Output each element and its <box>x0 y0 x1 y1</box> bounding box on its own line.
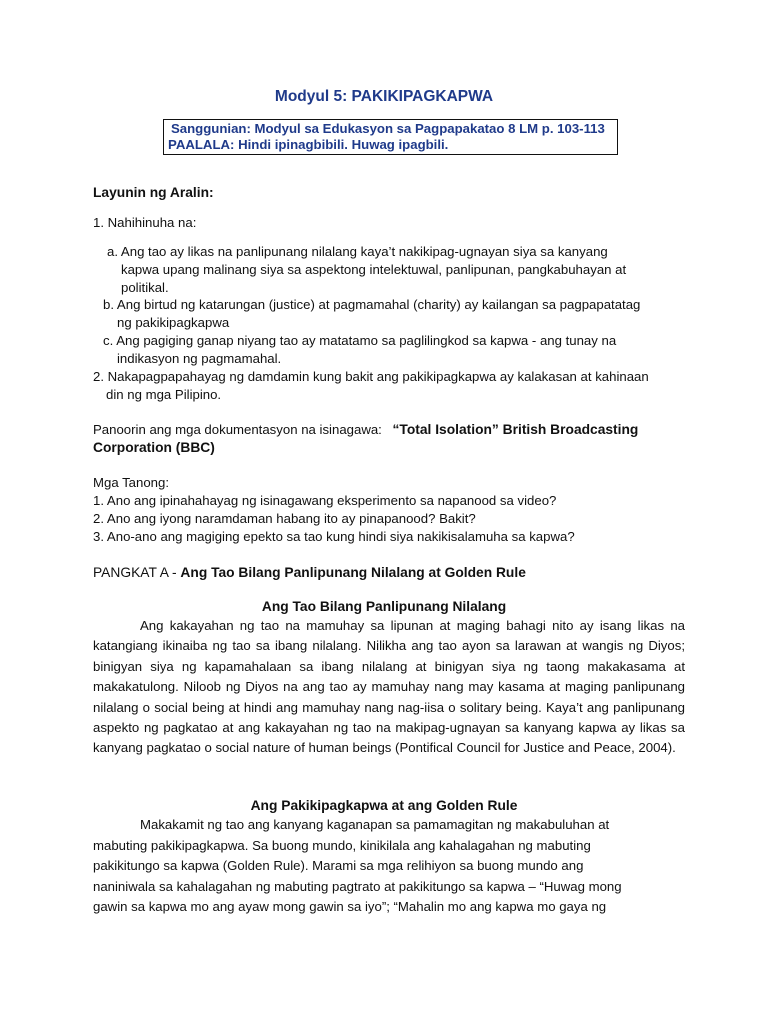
section2-line1: Makakamit ng tao ang kanyang kaganapan sa pamamagitan ng makabuluhan at <box>140 817 610 832</box>
documentary-title-cont: Corporation (BBC) <box>93 440 215 455</box>
objective-b-line1: b. Ang birtud ng katarungan (justice) at pagmamahal (charity) ay kailangan sa pagpapatatag <box>103 297 641 312</box>
group-heading <box>93 564 526 582</box>
question-3: 3. Ano-ano ang magiging epekto sa tao kung hindi siya nakikisalamuha sa kapwa? <box>93 529 575 544</box>
objectives-heading: Layunin ng Aralin: <box>93 185 214 200</box>
documentary-line1 <box>93 421 638 439</box>
objective-2-line2: din ng mga Pilipino. <box>106 387 222 402</box>
reference-box <box>163 119 618 155</box>
question-1: 1. Ano ang ipinahahayag ng isinagawang eksperimento sa napanood sa video? <box>93 493 557 508</box>
objective-a-line3: politikal. <box>121 280 169 295</box>
objective-c-line2: indikasyon ng pagmamahal. <box>117 351 282 366</box>
reference-note: PAALALA: Hindi ipinagbibili. Huwag ipagbili. <box>168 137 449 152</box>
group-label: PANGKAT A <box>93 565 169 580</box>
documentary-intro: Panoorin ang mga dokumentasyon na isinagawa: <box>93 422 382 437</box>
documentary-title: “Total Isolation” British Broadcasting <box>392 422 639 437</box>
objective-b-line2: ng pakikipagkapwa <box>117 315 230 330</box>
section2-line5: gawin sa kapwa mo ang ayaw mong gawin sa iyo”; “Mahalin mo ang kapwa mo gaya ng <box>93 899 607 914</box>
page-title: Modyul 5: PAKIKIPAGKAPWA <box>274 88 494 105</box>
section2-line4: naniniwala sa kahalagahan ng mabuting pagtrato at pakikitungo sa kapwa – “Huwag mong <box>93 879 622 894</box>
objective-c-line1: c. Ang pagiging ganap niyang tao ay matatamo sa paglilingkod sa kapwa - ang tunay na <box>103 333 617 348</box>
reference-source: Sanggunian: Modyul sa Edukasyon sa Pagpapakatao 8 LM p. 103-113 <box>171 121 605 136</box>
section2-line3: pakikitungo sa kapwa (Golden Rule). Marami sa mga relihiyon sa buong mundo ang <box>93 858 584 873</box>
objective-2-line1: 2. Nakapagpapahayag ng damdamin kung bakit ang pakikipagkapwa ay kalakasan at kahinaan <box>93 369 649 384</box>
group-title: Ang Tao Bilang Panlipunang Nilalang at Golden Rule <box>180 565 526 580</box>
questions-heading: Mga Tanong: <box>93 475 170 490</box>
question-2: 2. Ano ang iyong naramdaman habang ito ay pinapanood? Bakit? <box>93 511 476 526</box>
objective-1-intro: 1. Nahihinuha na: <box>93 215 197 230</box>
objective-a-line1: a. Ang tao ay likas na panlipunang nilalang kaya’t nakikipag-ugnayan siya sa kanyang <box>107 244 608 259</box>
section2-line2: mabuting pakikipagkapwa. Sa buong mundo, kinikilala ang kahalagahan ng mabuting <box>93 838 591 853</box>
group-separator: - <box>168 565 181 580</box>
objective-a-line2: kapwa upang malinang siya sa aspektong intelektuwal, panlipunan, pangkabuhayan at <box>121 262 627 277</box>
section2-heading: Ang Pakikipagkapwa at ang Golden Rule <box>250 798 518 813</box>
section1-body: Ang kakayahan ng tao na mamuhay sa lipunan at maging bahagi nito ay isang likas na katangiang ikinaiba ng tao sa ibang nilalang. Nilikha ang tao ayon sa larawan at wangis ng Diyos; binigyan siya ng kapamahalaan sa ibang nilalang at binigyan siya ng taong makakasama at makakatulong. Niloob ng Diyos na ang tao ay mamuhay nang may kasama at maging panlipunang nilalang o social being at hindi ang mamuhay nang nag-iisa o solitary being. Kaya’t ang panlipunang aspekto ng pagkatao at ang kakayahan ng tao na makipag-ugnayan sa kanyang kapwa ay likas sa kanyang pagkatao o social nature of human beings (Pontifical Council for Justice and Peace, 2004). <box>93 618 685 756</box>
section1-heading: Ang Tao Bilang Panlipunang Nilalang <box>261 599 507 614</box>
